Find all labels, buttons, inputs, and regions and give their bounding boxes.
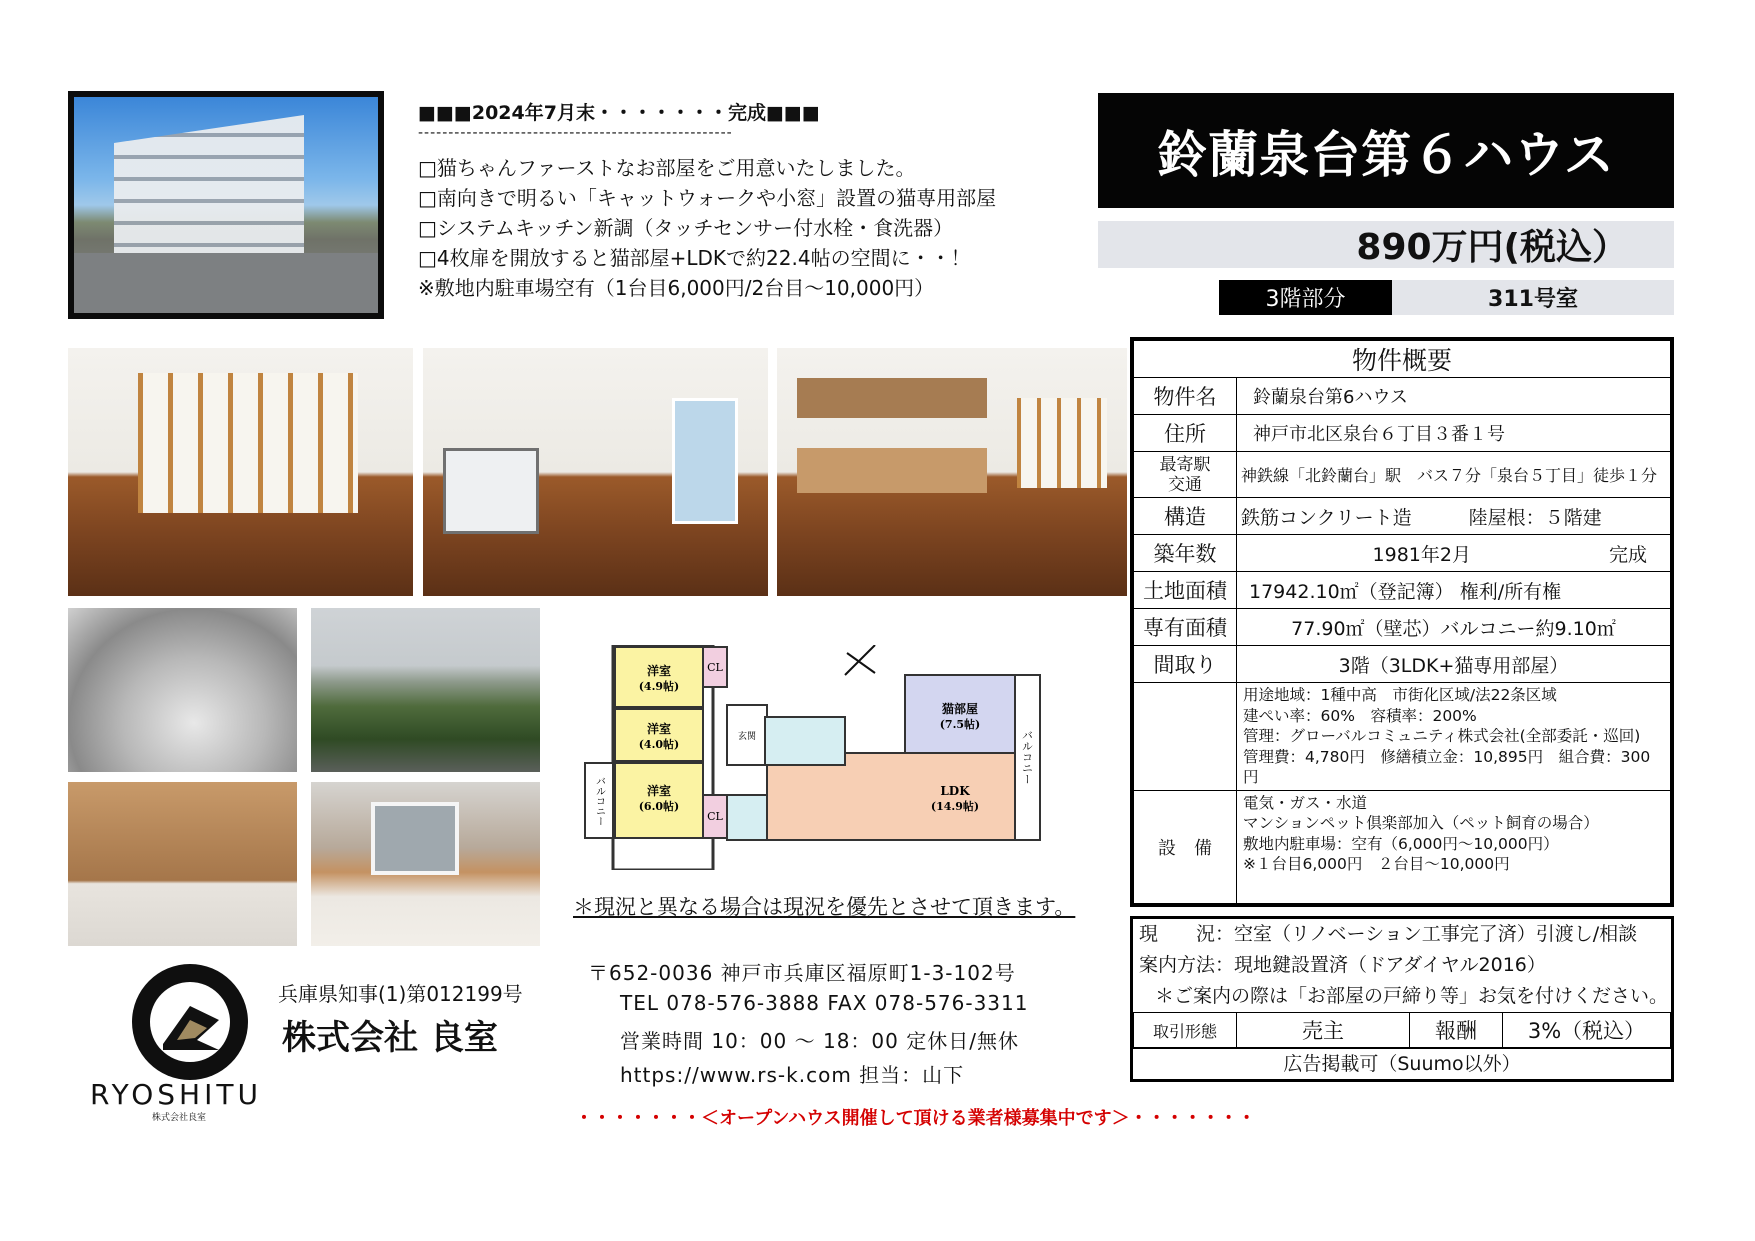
- built-year-cell: [1237, 535, 1671, 572]
- openhouse-banner: ・・・・・・・＜オープンハウス開催して頂ける業者様募集中です＞・・・・・・・: [575, 1108, 1256, 1129]
- deal-type-value: 売主: [1237, 1013, 1410, 1048]
- room-size: (4.9帖): [638, 680, 680, 693]
- description-divider: ----------------------------------------------------: [418, 125, 733, 141]
- built-year: 1981年2月: [1372, 543, 1471, 566]
- room-number: 311号室: [1392, 280, 1674, 315]
- description-bullet: □システムキッチン新調（タッチセンサー付水栓・食洗器）: [418, 216, 954, 240]
- equipment-line: ※１台目6,000円 ２台目～10,000円: [1243, 855, 1510, 873]
- ad-permission: 広告掲載可（Suumo以外）: [1133, 1048, 1671, 1079]
- room-size: (4.0帖): [638, 738, 680, 751]
- property-overview-table: [1130, 337, 1674, 907]
- property-name-title: 鈴蘭泉台第６ハウス: [1098, 93, 1674, 208]
- floor-label: 3階部分: [1219, 280, 1392, 315]
- zoning-key: [1134, 683, 1237, 791]
- equipment-line: 電気・ガス・水道: [1243, 793, 1368, 812]
- room-label: 洋室: [646, 722, 672, 736]
- description-headline: ■■■2024年7月末・・・・・・・完成■■■: [418, 102, 820, 124]
- guidance-note: ＊ご案内の際は「お部屋の戸締り等」お気を付けください。: [1155, 985, 1669, 1007]
- building-exterior-photo: [68, 91, 384, 319]
- balcony-label: バルコニー: [593, 776, 605, 826]
- business-hours: 営業時間 10：00 ～ 18：00 定休日/無休: [620, 1029, 1019, 1053]
- overview-title: 物件概要: [1134, 341, 1671, 378]
- overview-value: 77.90㎡（壁芯）バルコニー約9.10㎡: [1237, 609, 1671, 646]
- equipment-line: マンションペット倶楽部加入（ペット飼育の場合）: [1243, 814, 1599, 832]
- notice: ＊現況と異なる場合は現況を優先とさせて頂きます。: [573, 895, 1076, 919]
- equipment-info: [1237, 790, 1671, 903]
- room-size: (14.9帖): [930, 800, 980, 813]
- description-bullet: ※敷地内駐車場空有（1台目6,000円/2台目～10,000円）: [418, 276, 935, 300]
- closet-label: CL: [707, 661, 723, 674]
- company-name: 株式会社 良室: [282, 1018, 498, 1058]
- overview-value: 鉄筋コンクリート造 陸屋根：５階建: [1237, 498, 1671, 535]
- sink-faucet-photo: [68, 608, 297, 772]
- overview-key: 間取り: [1134, 646, 1237, 683]
- overview-key: 最寄駅 交通: [1134, 452, 1237, 498]
- logo-text: RYOSHITU: [90, 1078, 262, 1111]
- room-label: LDK: [940, 784, 970, 798]
- kitchen-photo: [777, 348, 1127, 596]
- overview-value: 神戸市北区泉台６丁目３番１号: [1237, 415, 1671, 452]
- equipment-line: 敷地内駐車場：空有（6,000円～10,000円）: [1243, 834, 1559, 853]
- floor-plan: [575, 645, 1085, 870]
- zoning-line: 管理：グローバルコミュニティ株式会社(全部委託・巡回): [1243, 727, 1641, 745]
- room-label: 洋室: [646, 664, 672, 678]
- current-status: 現 況：空室（リノベーション工事完了済）引渡し/相談: [1139, 923, 1638, 945]
- overview-value: 3階（3LDK+猫専用部屋）: [1237, 646, 1671, 683]
- status-box: [1130, 916, 1674, 1082]
- license-number: 兵庫県知事(1)第012199号: [278, 982, 523, 1006]
- built-status: 完成: [1609, 543, 1648, 566]
- overview-key: 築年数: [1134, 535, 1237, 572]
- ldk-room: [767, 753, 1015, 840]
- company-logo-icon: [115, 958, 265, 1086]
- room-size: (6.0帖): [638, 800, 680, 813]
- room-label: 猫部屋: [941, 702, 979, 716]
- description-bullet: □南向きで明るい「キャットウォークや小窓」設置の猫専用部屋: [418, 186, 997, 210]
- bathroom-photo: [68, 782, 297, 946]
- room-size: (7.5帖): [939, 718, 981, 731]
- logo-subtext: 株式会社良室: [152, 1113, 207, 1123]
- overview-value: 17942.10㎡（登記簿） 権利/所有権: [1237, 572, 1671, 609]
- overview-value: 神鉄線「北鈴蘭台」駅 バス７分「泉台５丁目」徒歩１分: [1237, 452, 1671, 498]
- equipment-key: 設 備: [1134, 790, 1237, 903]
- company-website[interactable]: https://www.rs-k.com 担当：山下: [620, 1063, 965, 1087]
- overview-key: 構造: [1134, 498, 1237, 535]
- zoning-line: 管理費：4,780円 修繕積立金：10,895円 組合費：300円: [1243, 747, 1651, 786]
- guidance-method: 案内方法：現地鍵設置済（ドアダイヤル2016）: [1139, 954, 1546, 976]
- fee-label: 報酬: [1410, 1013, 1503, 1048]
- closet-label: CL: [707, 810, 723, 823]
- zoning-info: [1237, 683, 1671, 791]
- description-bullet: □4枚扉を開放すると猫部屋+LDKで約22.4帖の空間に・・！: [418, 246, 971, 270]
- ldk-interior-photo: [68, 348, 413, 596]
- company-address: 〒652-0036 神戸市兵庫区福原町1-3-102号: [588, 961, 1016, 985]
- zoning-line: 建ぺい率：60% 容積率：200%: [1243, 706, 1477, 725]
- balcony-label: バルコニー: [1020, 729, 1034, 785]
- fee-value: 3%（税込）: [1503, 1013, 1671, 1048]
- room-label: 洋室: [646, 784, 672, 798]
- price: 890万円(税込）: [1098, 221, 1674, 268]
- overview-key: 土地面積: [1134, 572, 1237, 609]
- entrance-label: 玄関: [737, 732, 757, 742]
- overview-value: 鈴蘭泉台第6ハウス: [1237, 378, 1671, 415]
- zoning-line: 用途地域：1種中高 市街化区域/法22条区域: [1243, 686, 1557, 704]
- description-bullet: □猫ちゃんファーストなお部屋をご用意いたしました。: [418, 156, 916, 180]
- overview-key: 物件名: [1134, 378, 1237, 415]
- deal-type-label: 取引形態: [1134, 1013, 1237, 1048]
- company-phone: TEL 078-576-3888 FAX 078-576-3311: [620, 991, 1029, 1015]
- balcony-view-photo: [311, 608, 540, 772]
- cat-room-photo: [423, 348, 768, 596]
- overview-key: 専有面積: [1134, 609, 1237, 646]
- overview-key: 住所: [1134, 415, 1237, 452]
- washroom-photo: [311, 782, 540, 946]
